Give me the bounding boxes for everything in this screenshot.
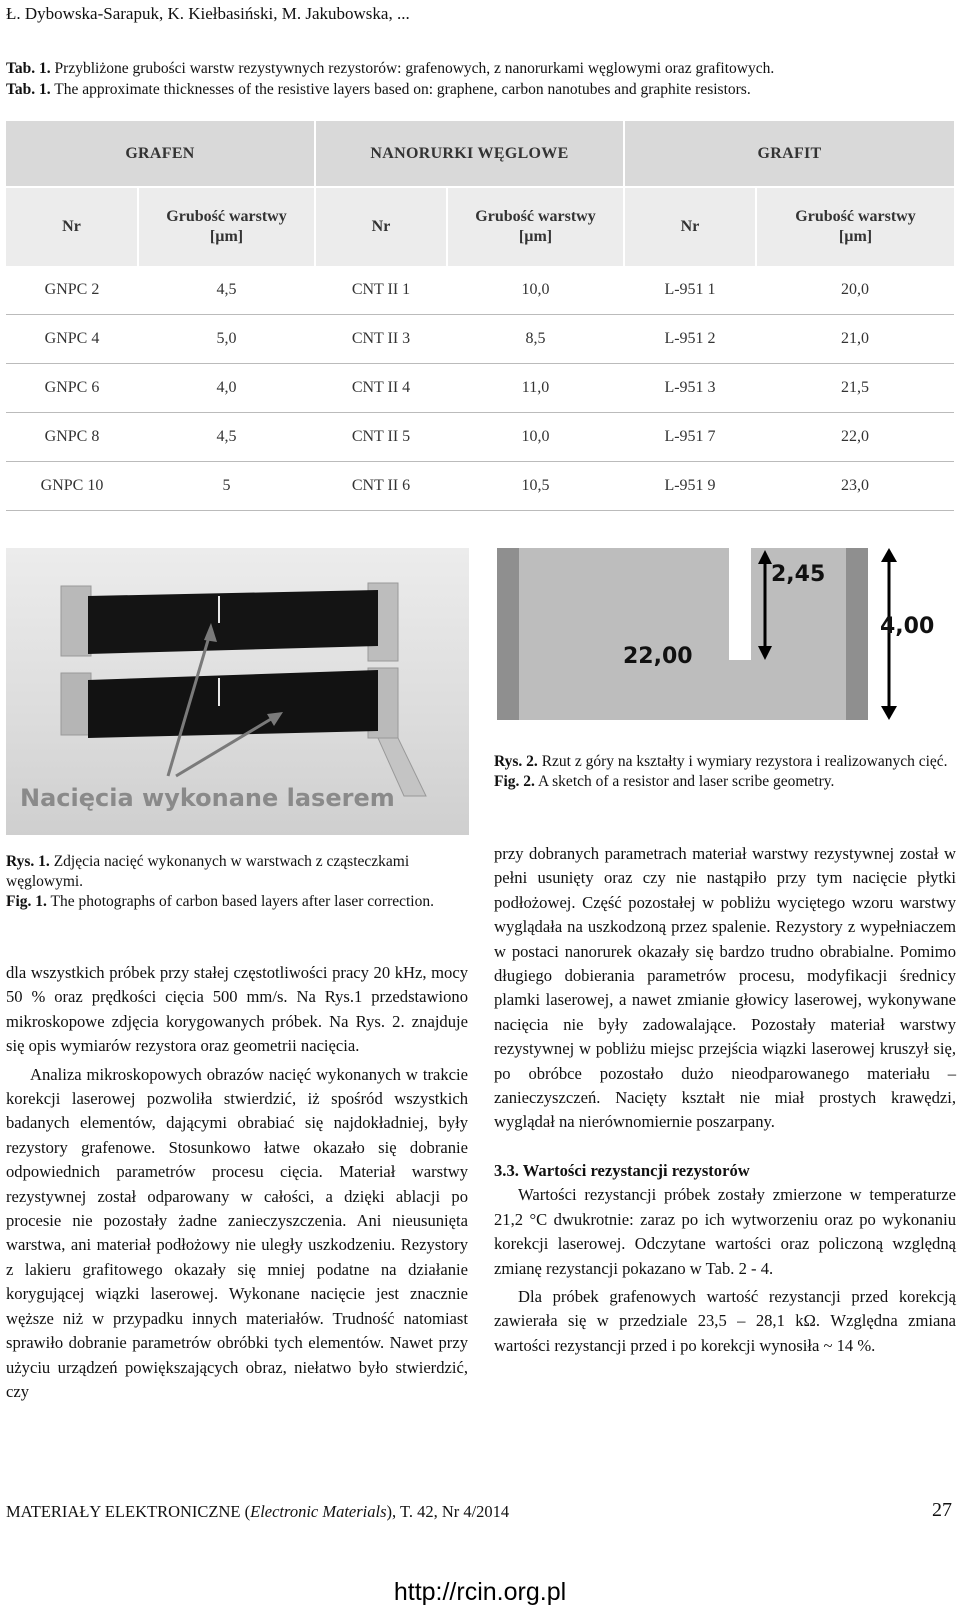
- group-grafen: GRAFEN: [6, 121, 315, 187]
- laser-cut-photo: [6, 548, 469, 835]
- col-nr: Nr: [624, 187, 756, 266]
- resistor-layer-top: [88, 590, 378, 654]
- table-column-header: [6, 187, 954, 266]
- table-row: GNPC 10 5 CNT II 6 10,5 L-951 9 23,0: [6, 462, 954, 511]
- fig2-caption: Rys. 2. Rzut z góry na kształty i wymiary rezystora i realizowanych cięć. Fig. 2. A sketch of a resistor and laser scribe geometry.: [494, 753, 948, 790]
- group-grafit: GRAFIT: [624, 121, 954, 187]
- col-nr: Nr: [6, 187, 138, 266]
- dim-depth-label: 2,45: [771, 562, 826, 587]
- table-row: GNPC 8 4,5 CNT II 5 10,0 L-951 7 22,0: [6, 413, 954, 462]
- paragraph: Wartości rezystancji próbek zostały zmierzone w temperaturze 21,2 °C dwukrotnie: zaraz po ich wytworzeniu oraz po wykonaniu korekcji laserowej. Odczytane wartości oraz policzoną względną zmianę rezystancji pokazano w Tab. 2 - 4.: [494, 1185, 956, 1278]
- paragraph: Analiza mikroskopowych obrazów nacięć wykonanych w trakcie korekcji laserowej pozwoliła stwierdzić, iż spośród wszystkich badanych elementów, dającymi obrabiać się najdokładniej, były rezystory grafenowe. Stosunkowo łatwe okazało się dobranie odpowiednich parametrów procesu cięcia. Materiał warstwy rezystywnej został odparowany w całości, a dzięki ablacji po procesie nie pozostały żadne zanieczyszczenia. Ani nieusunięta warstwa, ani materiał podłożowy nie uległy uszkodzeniu. Rezystory z lakieru grafitowego okazały się mniej podatne na działanie korygującej wiązki laserowej. Wykonane nacięcie jest znacznie węższe niż w przypadku innych materiałów. Trudność natomiast sprawiło dobranie parametrów obróbki tych elementów. Nawet przy użyciu urządzeń powiększających obraz, niełatwo było stwierdzić, czy: [6, 1064, 468, 1401]
- source-url[interactable]: http://rcin.org.pl: [393, 1578, 567, 1606]
- group-nanorurki: NANORURKI WĘGLOWE: [315, 121, 624, 187]
- col-thickness: Grubość warstwy [µm]: [138, 187, 315, 266]
- dim-width-label: 22,00: [623, 644, 693, 669]
- page-number: 27: [932, 1499, 952, 1521]
- right-column: [494, 842, 956, 1358]
- dim-height-label: 4,00: [880, 614, 935, 639]
- section-heading: 3.3. Wartości rezystancji rezystorów: [494, 1160, 750, 1180]
- col-thickness: Grubość warstwy [µm]: [756, 187, 954, 266]
- paragraph: dla wszystkich próbek przy stałej częstotliwości pracy 20 kHz, mocy 50 % oraz prędkości cięcia 500 mm/s. Na Rys.1 przedstawiono mikroskopowe zdjęcia korygowanych próbek. Na Rys. 2. znajduje się opis wymiarów rezystora oraz geometrii nacięcia.: [6, 963, 468, 1056]
- resistor-layer-bottom: [88, 670, 378, 738]
- paragraph: Dla próbek grafenowych wartość rezystancji przed korekcją zawierała się w przedziale 23,5 – 28,1 kΩ. Względna zmiana wartości rezystancji przed i po korekcji wynosiła ~ 14 %.: [494, 1286, 956, 1355]
- left-contact-bottom: [61, 673, 91, 735]
- journal-footer: MATERIAŁY ELEKTRONICZNE (Electronic Materials), T. 42, Nr 4/2014: [6, 1502, 510, 1521]
- paragraph: przy dobranych parametrach materiał warstwy rezystywnej został w pełni usunięty oraz czy nie nastąpiło przy tym nacięcie płytki podłożowej. Część pozostałej w pobliżu wyciętego wzoru warstwy wyglądała na uszkodzoną przez spalenie. Rezystory z wypełniaczem w postaci nanorurek okazały się bardzo trudno obrabialne. Pomimo długiego dobierania parametrów procesu, modyfikacji średnicy plamki laserowej, a nawet zmianie głowicy laserowej, wykonywane nacięcia nie były zadowalające. Pozostały materiał warstwy rezystywnej w pobliżu miejsc przejścia wiązki laserowej kruszył się, po obróbce pozostało dużo nieodparowanego materiału – zanieczyszczeń. Nacięty kształt nie miał prostych krawędzi, wyglądał na nierównomiernie poszarpany.: [494, 844, 956, 1132]
- table-row: GNPC 2 4,5 CNT II 1 10,0 L-951 1 20,0: [6, 266, 954, 315]
- table-group-header: [6, 121, 954, 187]
- photo-overlay-label: Nacięcia wykonane laserem: [20, 784, 395, 812]
- sketch-left-pad: [497, 548, 519, 720]
- table-row: GNPC 6 4,0 CNT II 4 11,0 L-951 3 21,5: [6, 364, 954, 413]
- resistor-sketch: [497, 548, 955, 732]
- col-nr: Nr: [315, 187, 447, 266]
- thickness-table: [6, 121, 954, 511]
- sketch-right-pad: [846, 548, 868, 720]
- left-column: [6, 961, 468, 1404]
- table-row: GNPC 4 5,0 CNT II 3 8,5 L-951 2 21,0: [6, 315, 954, 364]
- running-header: Ł. Dybowska-Sarapuk, K. Kiełbasiński, M. Jakubowska, ...: [6, 4, 410, 23]
- left-contact-top: [61, 586, 91, 656]
- fig1-caption: Rys. 1. Zdjęcia nacięć wykonanych w warstwach z cząsteczkami węglowymi. Fig. 1. The photographs of carbon based layers after laser correction.: [6, 853, 434, 910]
- table-caption: Tab. 1. Przybliżone grubości warstw rezystywnych rezystorów: grafenowych, z nanorurkami węglowymi oraz grafitowych. Tab. 1. The approximate thicknesses of the resistive layers based on: graphene, carbon nanotubes and graphite resistors.: [6, 60, 775, 98]
- col-thickness: Grubość warstwy [µm]: [447, 187, 624, 266]
- sketch-drawing: [497, 548, 955, 732]
